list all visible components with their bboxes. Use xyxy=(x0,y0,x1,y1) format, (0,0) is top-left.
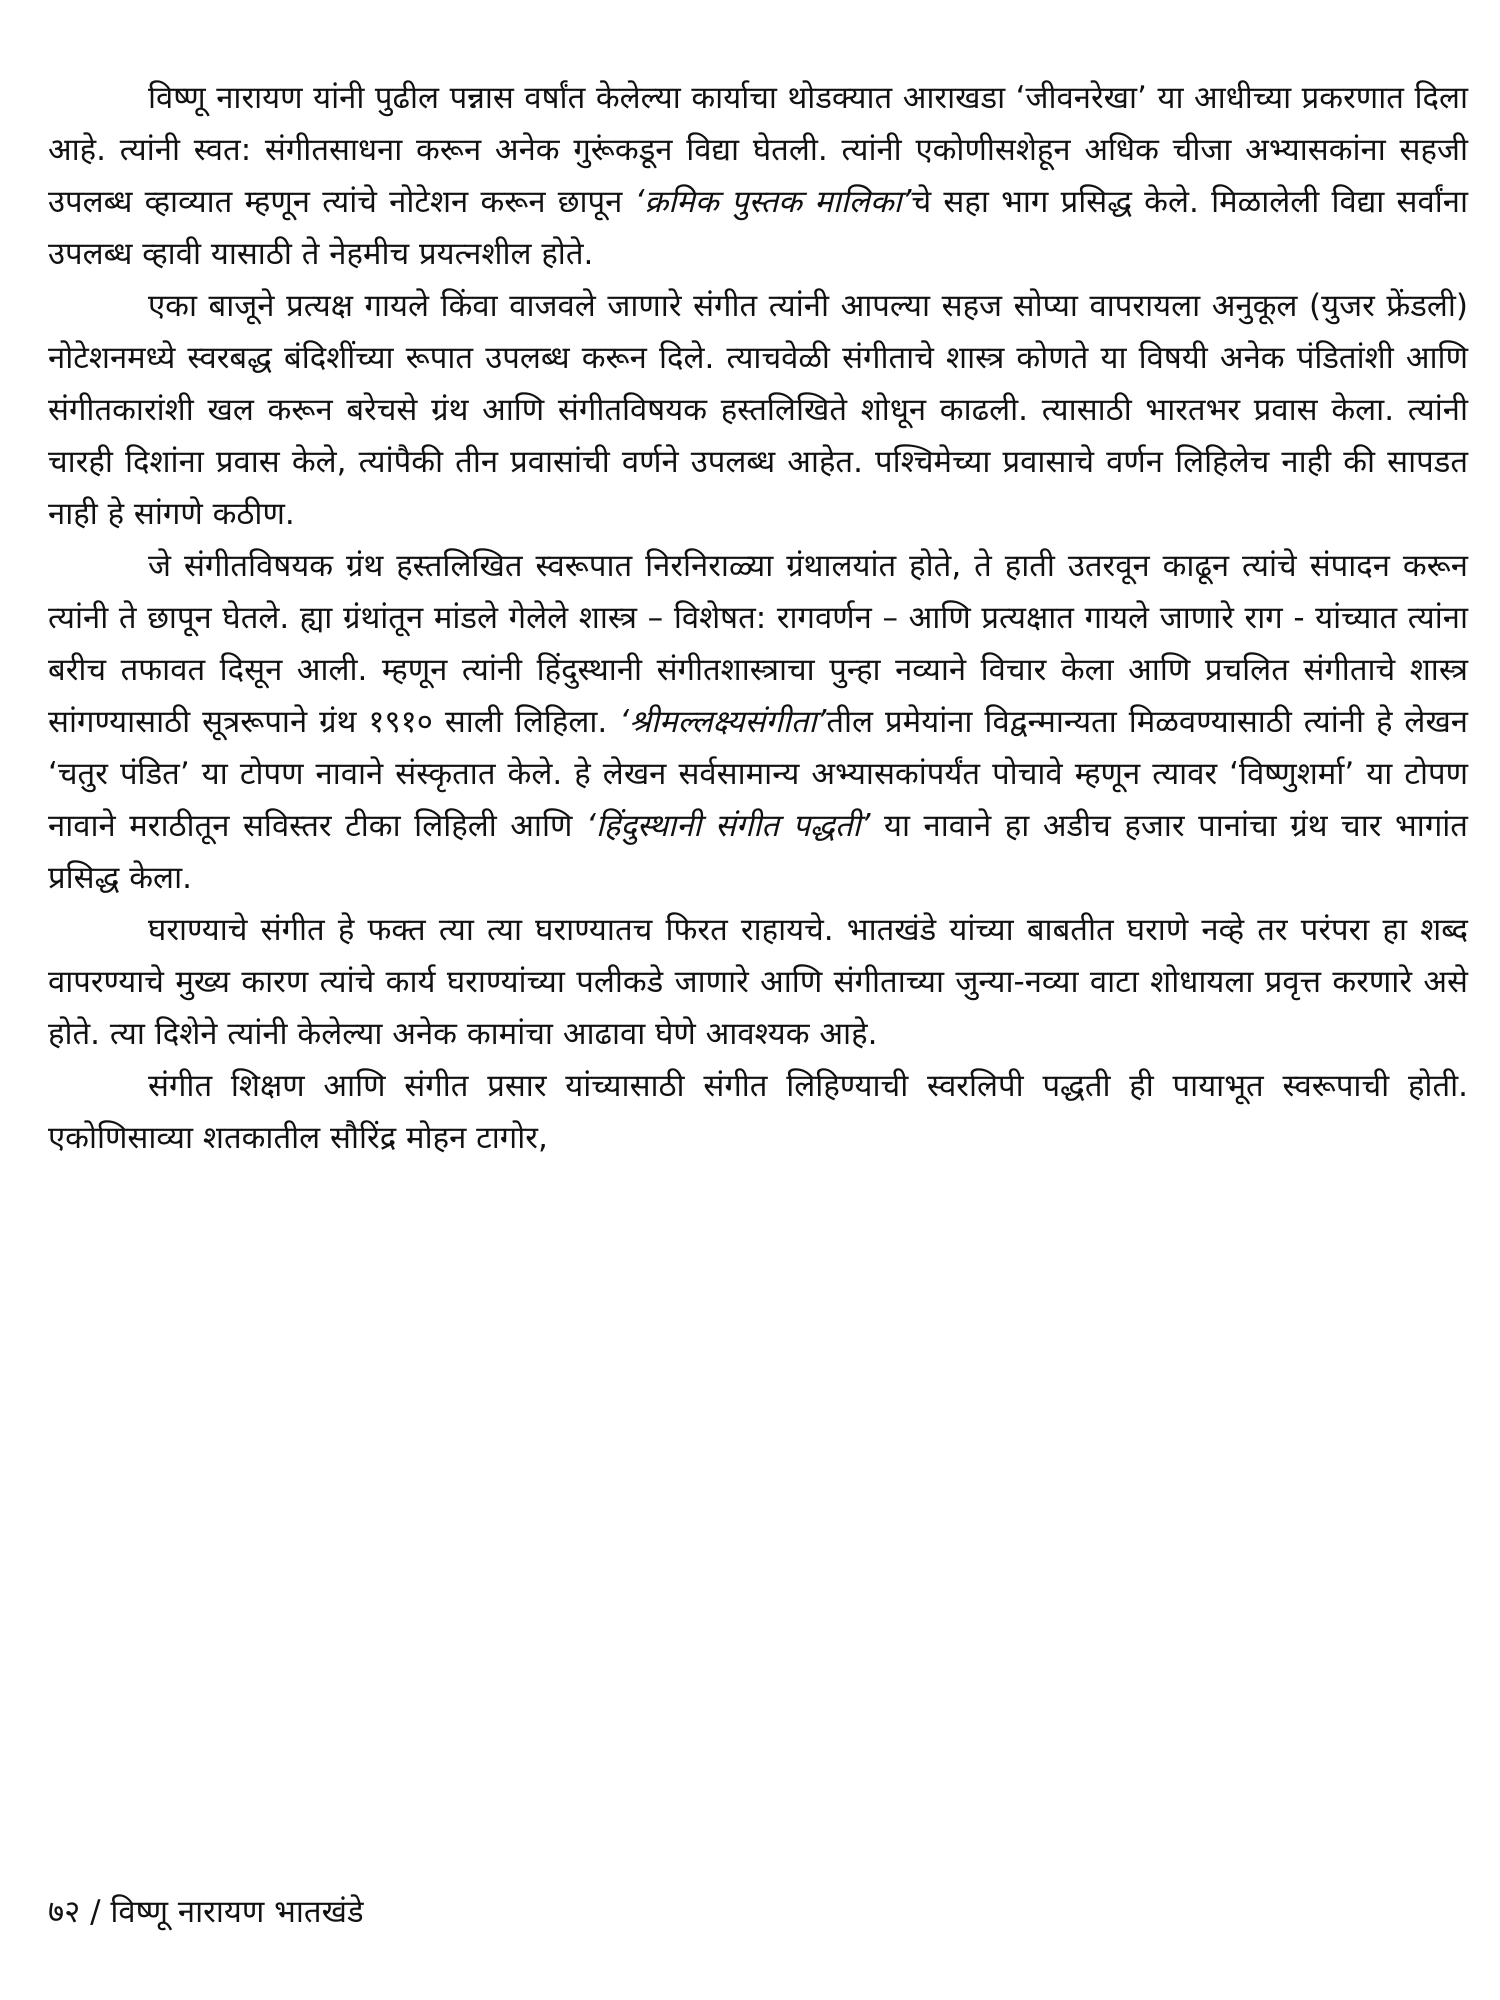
paragraph: विष्णू नारायण यांनी पुढील पन्नास वर्षांत केलेल्या कार्याचा थोडक्यात आराखडा ‘जीवनरेखा’ या आधीच्या प्रकरणात दिला आहे. त्यांनी स्वत: संगीतसाधना करून अनेक गुरूंकडून विद्या घेतली. त्यांनी एकोणीसशेहून अधिक चीजा अभ्यासकांना सहजी उपलब्ध व्हाव्यात म्हणून त्यांचे नोटेशन करून छापून ‘क्रमिक पुस्तक मालिका’चे सहा भाग प्रसिद्ध केले. मिळालेली विद्या सर्वांना उपलब्ध व्हावी यासाठी ते नेहमीच प्रयत्नशील होते. xyxy=(48,80,1468,272)
paragraph: घराण्याचे संगीत हे फक्त त्या त्या घराण्यातच फिरत राहायचे. भातखंडे यांच्या बाबतीत घराणे नव्हे तर परंपरा हा शब्द वापरण्याचे मुख्य कारण त्यांचे कार्य घराण्यांच्या पलीकडे जाणारे आणि संगीताच्या जुन्या-नव्या वाटा शोधायला प्रवृत्त करणारे असे होते. त्या दिशेने त्यांनी केलेल्या अनेक कामांचा आढावा घेणे आवश्यक आहे. xyxy=(48,912,1468,1052)
paragraph: एका बाजूने प्रत्यक्ष गायले किंवा वाजवले जाणारे संगीत त्यांनी आपल्या सहज सोप्या वापरायला अनुकूल (युजर फ्रेंडली) नोटेशनमध्ये स्वरबद्ध बंदिशींच्या रूपात उपलब्ध करून दिले. त्याचवेळी संगीताचे शास्त्र कोणते या विषयी अनेक पंडितांशी आणि संगीतकारांशी खल करून बरेचसे ग्रंथ आणि संगीतविषयक हस्तलिखिते शोधून काढली. त्यासाठी भारतभर प्रवास केला. त्यांनी चारही दिशांना प्रवास केले, त्यांपैकी तीन प्रवासांची वर्णने उपलब्ध आहेत. पश्चिमेच्या प्रवासाचे वर्णन लिहिलेच नाही की सापडत नाही हे सांगणे कठीण. xyxy=(48,288,1468,532)
page-body xyxy=(48,72,1468,1164)
page-footer: ७२ / विष्णू नारायण भातखंडे xyxy=(48,1894,364,1930)
paragraph: संगीत शिक्षण आणि संगीत प्रसार यांच्यासाठी संगीत लिहिण्याची स्वरलिपी पद्धती ही पायाभूत स्वरूपाची होती. एकोणिसाव्या शतकातील सौरिंद्र मोहन टागोर, xyxy=(48,1068,1468,1156)
paragraph: जे संगीतविषयक ग्रंथ हस्तलिखित स्वरूपात निरनिराळ्या ग्रंथालयांत होते, ते हाती उतरवून काढून त्यांचे संपादन करून त्यांनी ते छापून घेतले. ह्या ग्रंथांतून मांडले गेलेले शास्त्र – विशेषत: रागवर्णन – आणि प्रत्यक्षात गायले जाणारे राग - यांच्यात त्यांना बरीच तफावत दिसून आली. म्हणून त्यांनी हिंदुस्थानी संगीतशास्त्राचा पुन्हा नव्याने विचार केला आणि प्रचलित संगीताचे शास्त्र सांगण्यासाठी सूत्ररूपाने ग्रंथ १९१० साली लिहिला. ‘श्रीमल्लक्ष्यसंगीता’तील प्रमेयांना विद्वन्मान्यता मिळवण्यासाठी त्यांनी हे लेखन ‘चतुर पंडित’ या टोपण नावाने संस्कृतात केले. हे लेखन सर्वसामान्य अभ्यासकांपर्यंत पोचावे म्हणून त्यावर ‘विष्णुशर्मा’ या टोपण नावाने मराठीतून सविस्तर टीका लिहिली आणि ‘हिंदुस्थानी संगीत पद्धती’ या नावाने हा अडीच हजार पानांचा ग्रंथ चार भागांत प्रसिद्ध केला. xyxy=(48,548,1469,896)
